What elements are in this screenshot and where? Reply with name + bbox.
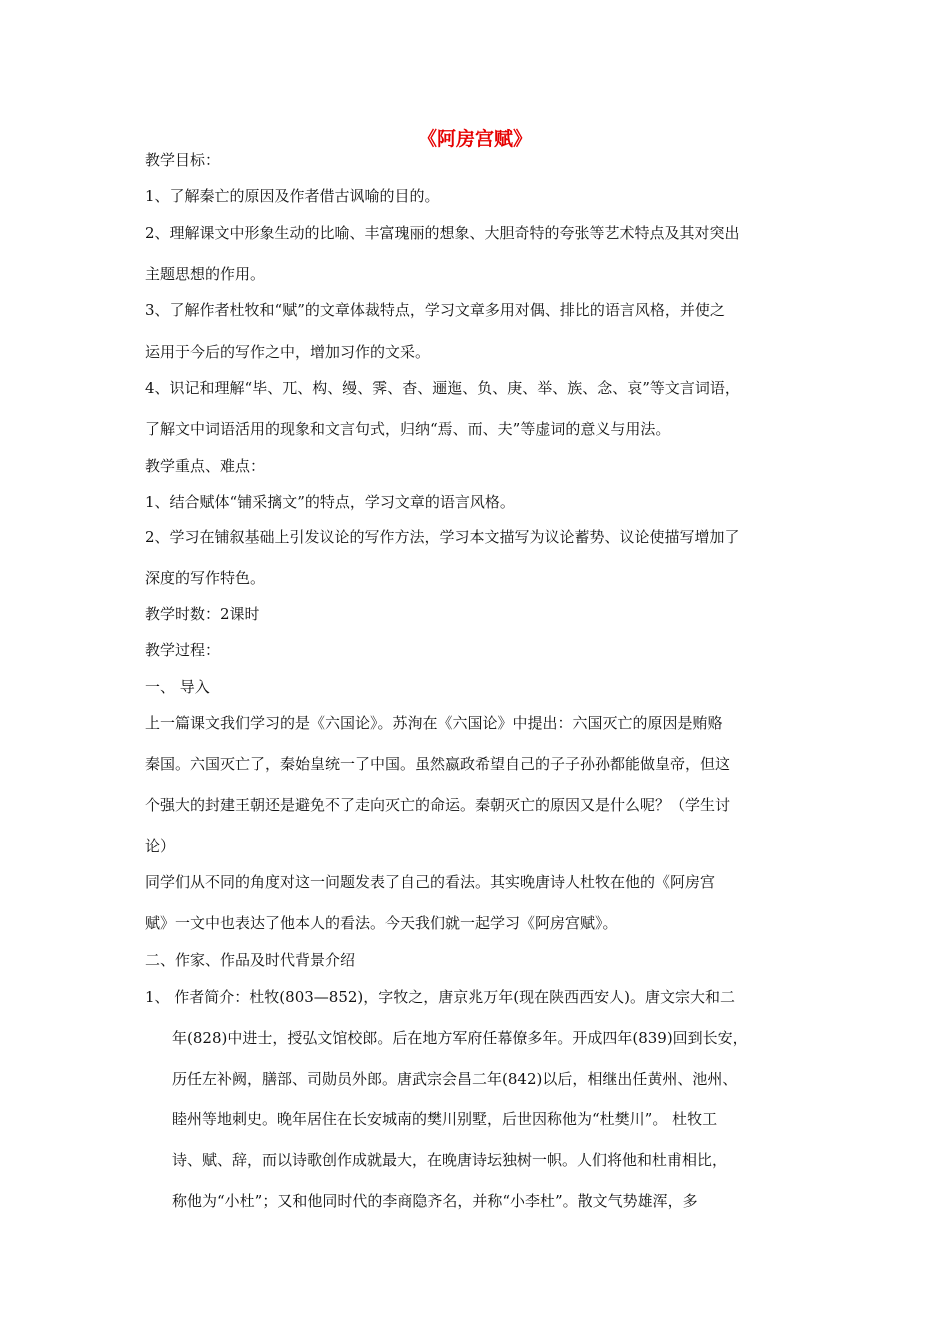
text-line: 2、理解课文中形象生动的比喻、丰富瑰丽的想象、大胆奇特的夸张等艺术特点及其对突出 — [145, 224, 740, 242]
text-line: 4、识记和理解“毕、兀、构、缦、霁、杳、逦迤、负、庚、举、族、念、哀”等文言词语， — [145, 379, 740, 397]
text-line: 年(828)中进士，授弘文馆校郎。后在地方军府任幕僚多年。开成四年(839)回到长安， — [172, 1029, 748, 1047]
text-line: 睦州等地刺史。晚年居住在长安城南的樊川别墅，后世因称他为“杜樊川”。 杜牧工 — [172, 1110, 718, 1128]
text-line: 二、作家、作品及时代背景介绍 — [145, 951, 356, 969]
text-line: 历任左补阙，膳部、司勋员外郎。唐武宗会昌二年(842)以后，相继出任黄州、池州、 — [172, 1070, 738, 1088]
text-line: 诗、赋、辞，而以诗歌创作成就最大，在晚唐诗坛独树一帜。人们将他和杜甫相比， — [172, 1151, 728, 1169]
text-line: 1、结合赋体“铺采摛文”的特点，学习文章的语言风格。 — [145, 493, 515, 511]
text-line: 同学们从不同的角度对这一问题发表了自己的看法。其实晚唐诗人杜牧在他的《阿房宫 — [145, 873, 716, 891]
text-line: 论） — [145, 837, 176, 855]
text-line: 教学过程： — [145, 641, 221, 659]
text-line: 1、了解秦亡的原因及作者借古讽喻的目的。 — [145, 187, 440, 205]
document-title: 《阿房宫赋》 — [417, 128, 532, 150]
text-line: 教学目标： — [145, 151, 221, 169]
text-line: 运用于今后的写作之中，增加习作的文采。 — [145, 343, 431, 361]
text-line: 一、 导入 — [145, 678, 210, 696]
text-line: 深度的写作特色。 — [145, 569, 266, 587]
text-line: 称他为“小杜”；又和他同时代的李商隐齐名，并称“小李杜”。散文气势雄浑，多 — [172, 1192, 698, 1210]
text-line: 教学重点、难点： — [145, 457, 266, 475]
text-line: 教学时数：2课时 — [145, 605, 260, 623]
text-line: 个强大的封建王朝还是避免不了走向灭亡的命运。秦朝灭亡的原因又是什么呢？（学生讨 — [145, 796, 731, 814]
text-line: 3、了解作者杜牧和“赋”的文章体裁特点，学习文章多用对偶、排比的语言风格，并使之 — [145, 301, 725, 319]
text-line: 赋》一文中也表达了他本人的看法。今天我们就一起学习《阿房宫赋》。 — [145, 914, 618, 932]
text-line: 秦国。六国灭亡了，秦始皇统一了中国。虽然嬴政希望自己的子子孙孙都能做皇帝，但这 — [145, 755, 731, 773]
text-line: 1、 作者简介：杜牧(803—852)，字牧之，唐京兆万年(现在陕西西安人)。唐文宗大和二 — [145, 988, 735, 1006]
text-line: 主题思想的作用。 — [145, 265, 266, 283]
text-line: 上一篇课文我们学习的是《六国论》。苏洵在《六国论》中提出：六国灭亡的原因是贿赂 — [145, 714, 723, 732]
text-line: 了解文中词语活用的现象和文言句式，归纳“焉、而、夫”等虚词的意义与用法。 — [145, 420, 671, 438]
text-line: 2、学习在铺叙基础上引发议论的写作方法，学习本文描写为议论蓄势、议论使描写增加了 — [145, 528, 740, 546]
